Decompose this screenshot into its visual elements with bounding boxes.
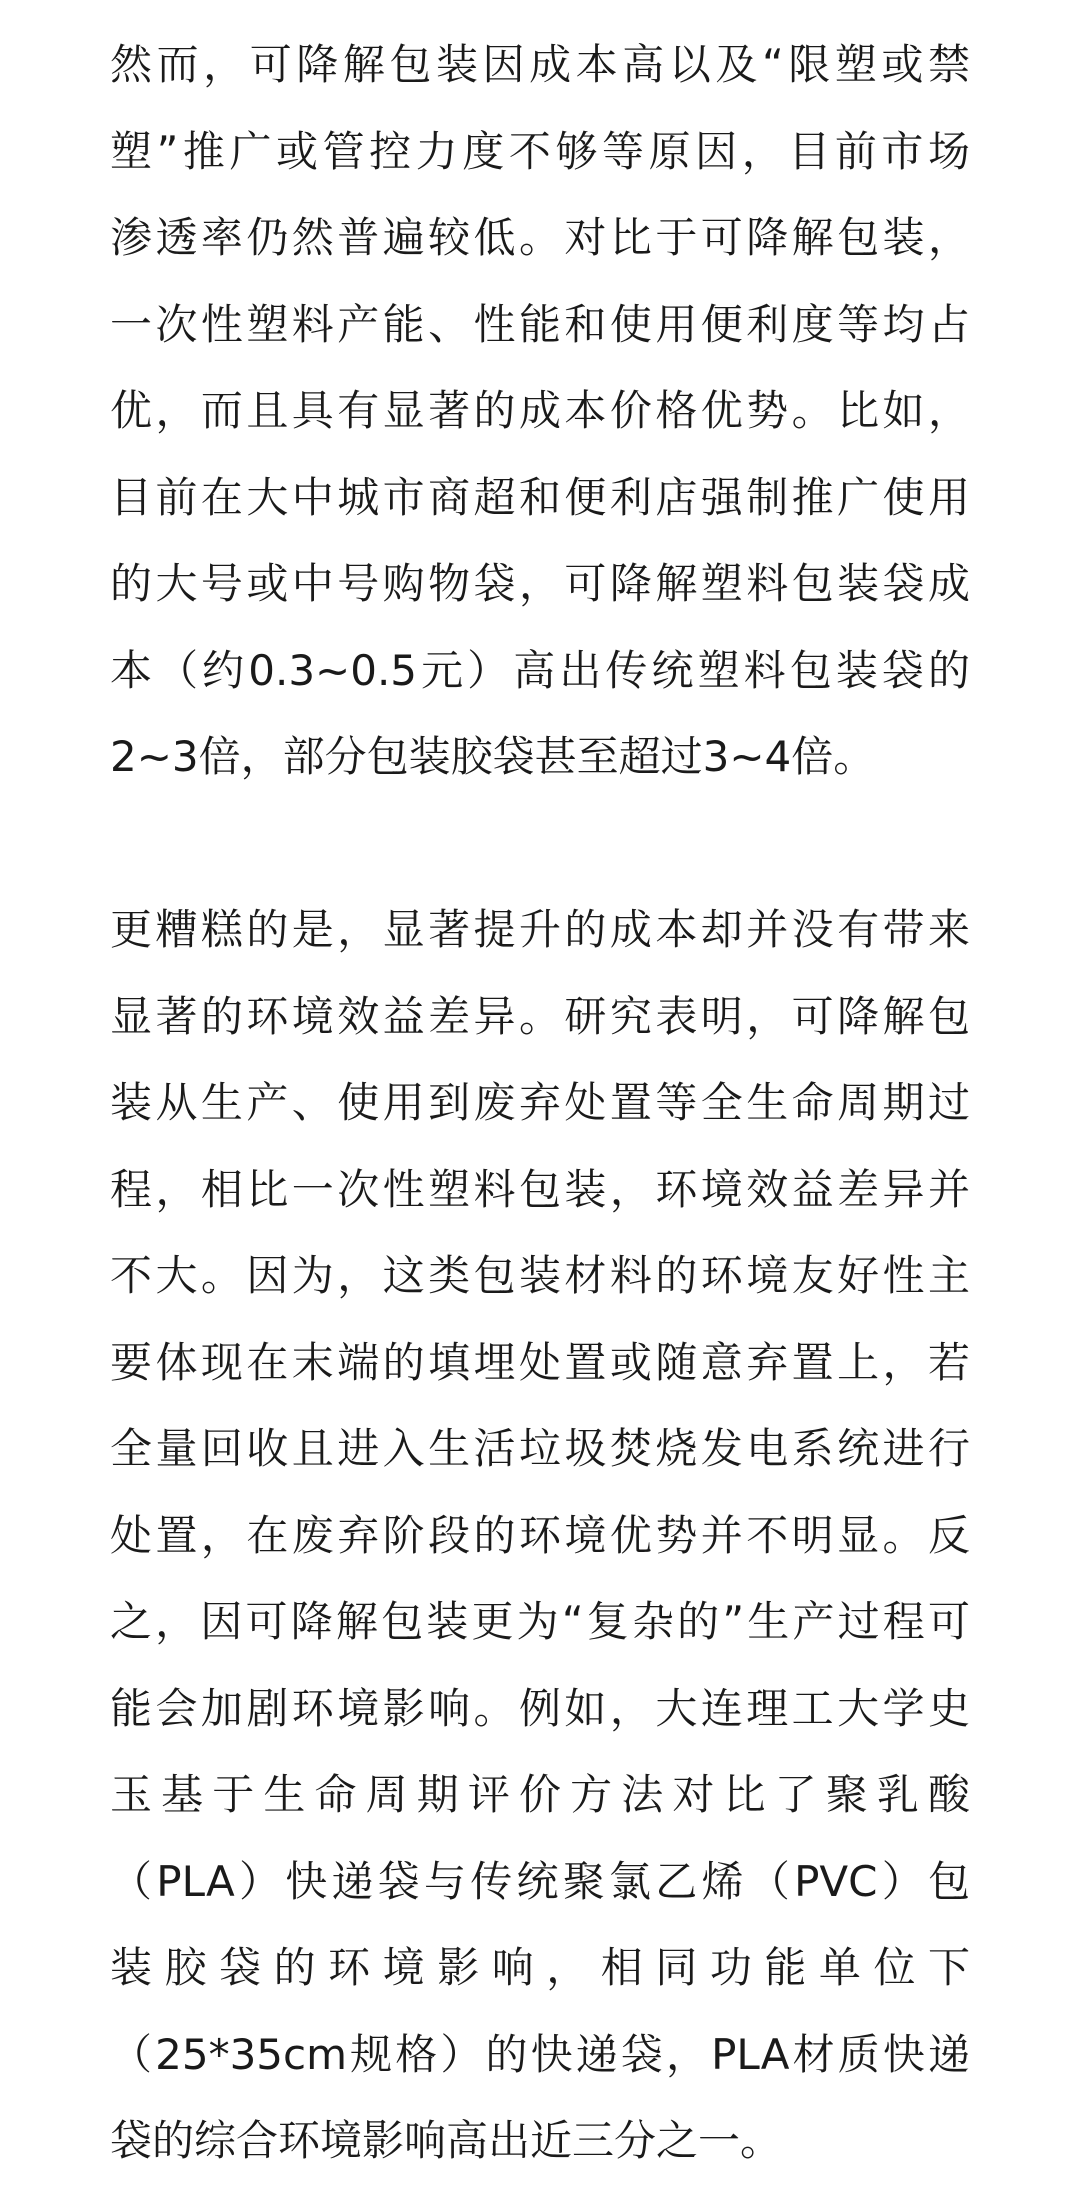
- article-body: [110, 22, 970, 2185]
- text-line: 更糟糕的是，显著提升的成本却并没有带来: [110, 905, 970, 954]
- text-line: 能会加剧环境影响。例如，大连理工大学史: [110, 1683, 970, 1733]
- text-line: （PLA）快递袋与传统聚氯乙烯（PVC）包: [110, 1856, 970, 1906]
- paragraph-1: [110, 22, 970, 801]
- text-line: 袋的综合环境影响高出近三分之一。: [110, 2116, 783, 2165]
- text-line: 渗透率仍然普遍较低。对比于可降解包装，: [110, 213, 970, 262]
- text-line: 之，因可降解包装更为“复杂的”生产过程可: [110, 1597, 970, 1646]
- text-line: 优，而且具有显著的成本价格优势。比如，: [110, 386, 970, 435]
- text-line: 然而，可降解包装因成本高以及“限塑或禁: [110, 40, 970, 89]
- text-line: 不大。因为，这类包装材料的环境友好性主: [110, 1251, 970, 1300]
- text-line: 显著的环境效益差异。研究表明，可降解包: [110, 991, 970, 1041]
- text-line: 要体现在末端的填埋处置或随意弃置上，若: [110, 1337, 970, 1387]
- paragraph-2: [110, 887, 970, 2185]
- text-line: 本（约0.3~0.5元）高出传统塑料包装袋的: [110, 645, 970, 695]
- paragraph-spacer: [110, 801, 970, 888]
- text-line: 处置，在废弃阶段的环境优势并不明显。反: [110, 1510, 970, 1560]
- text-line: 程，相比一次性塑料包装，环境效益差异并: [110, 1164, 970, 1214]
- text-line: 塑”推广或管控力度不够等原因，目前市场: [110, 126, 970, 176]
- text-line: 目前在大中城市商超和便利店强制推广使用: [110, 472, 970, 522]
- text-line: （25*35cm规格）的快递袋，PLA材质快递: [110, 2029, 970, 2079]
- text-line: 装从生产、使用到废弃处置等全生命周期过: [110, 1078, 970, 1127]
- text-line: 玉基于生命周期评价方法对比了聚乳酸: [110, 1770, 970, 1819]
- text-line: 全量回收且进入生活垃圾焚烧发电系统进行: [110, 1424, 970, 1473]
- text-line: 2~3倍，部分包装胶袋甚至超过3~4倍。: [110, 732, 876, 781]
- text-line: 装胶袋的环境影响，相同功能单位下: [110, 1943, 970, 1992]
- text-line: 一次性塑料产能、性能和使用便利度等均占: [110, 299, 970, 349]
- text-line: 的大号或中号购物袋，可降解塑料包装袋成: [110, 559, 970, 608]
